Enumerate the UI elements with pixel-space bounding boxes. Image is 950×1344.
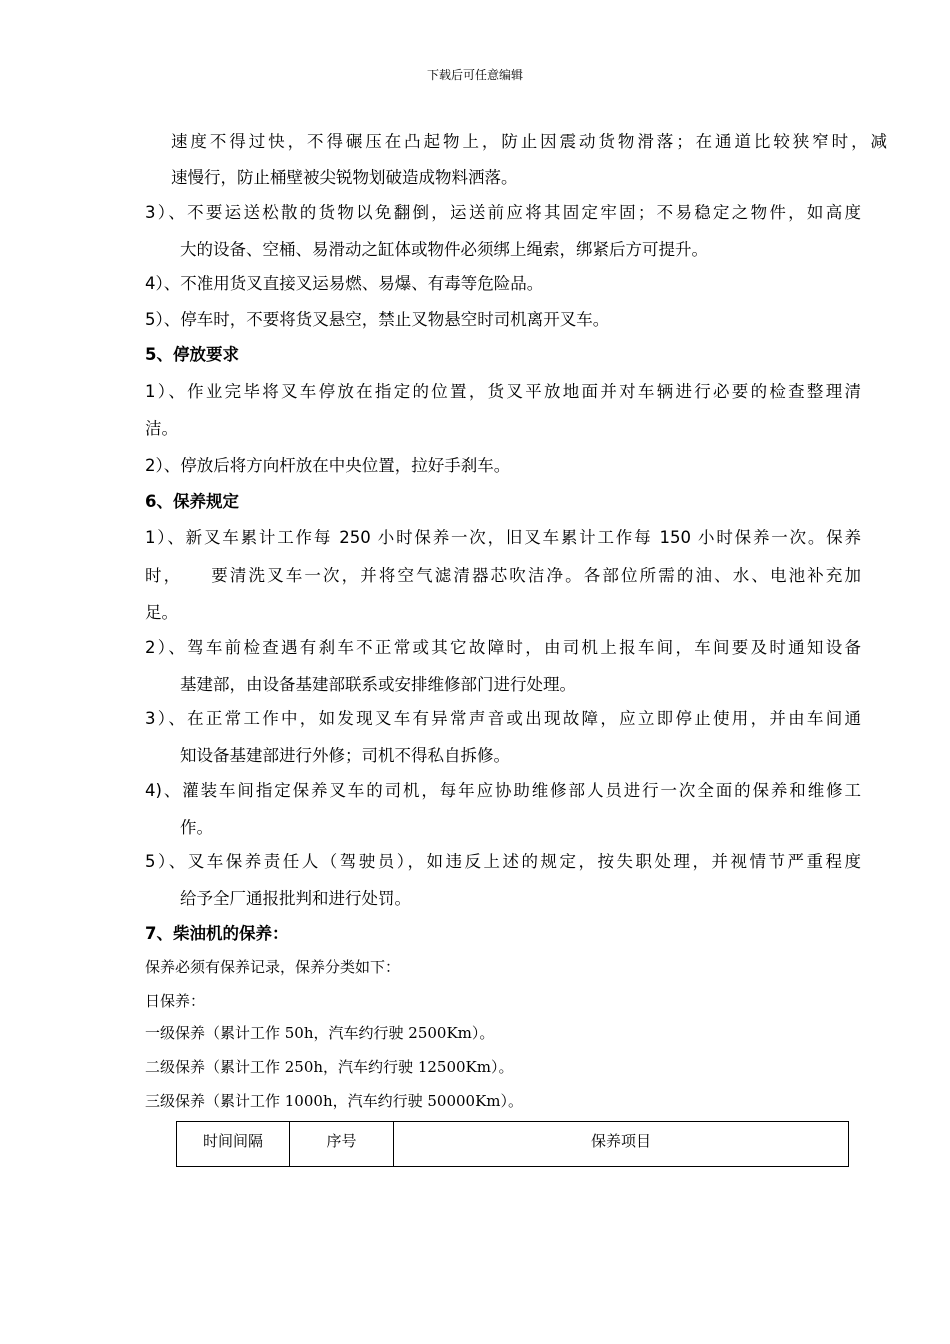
list-item: 3）、在正常工作中，如发现叉车有异常声音或出现故障，应立即停止使用，并由车间通 [145,709,861,728]
maintenance-table [176,1121,849,1167]
paragraph-line: 速度不得过快，不得碾压在凸起物上，防止因震动货物滑落；在通道比较狭窄时，减 [171,132,887,151]
paragraph-line: 日保养： [145,992,206,1010]
paragraph-line: 一级保养（累计工作 50h，汽车约行驶 2500Km）。 [145,1024,495,1042]
paragraph-line: 作。 [180,818,213,837]
list-item: 1）、作业完毕将叉车停放在指定的位置，货叉平放地面并对车辆进行必要的检查整理清 [145,382,861,401]
page-header: 下载后可任意编辑 [426,68,523,82]
table-header-cell: 时间间隔 [177,1122,290,1167]
paragraph-line: 三级保养（累计工作 1000h，汽车约行驶 50000Km）。 [145,1092,524,1110]
paragraph-line: 时， 要清洗叉车一次，并将空气滤清器芯吹洁净。各部位所需的油、水、电池补充加 [145,566,861,585]
list-item: 3）、不要运送松散的货物以免翻倒，运送前应将其固定牢固；不易稳定之物件，如高度 [145,203,861,222]
paragraph-line: 知设备基建部进行外修；司机不得私自拆修。 [180,746,510,765]
paragraph-line: 速慢行，防止桶壁被尖锐物划破造成物料洒落。 [171,168,518,187]
list-item: 2）、驾车前检查遇有刹车不正常或其它故障时，由司机上报车间，车间要及时通知设备 [145,638,861,657]
paragraph-line: 洁。 [145,419,178,438]
paragraph-line: 保养必须有保养记录，保养分类如下： [145,958,401,976]
paragraph-line: 基建部，由设备基建部联系或安排维修部门进行处理。 [180,675,576,694]
paragraph-line: 大的设备、空桶、易滑动之缸体或物件必须绑上绳索，绑紧后方可提升。 [180,240,708,259]
list-item: 5）、叉车保养责任人（驾驶员），如违反上述的规定，按失职处理，并视情节严重程度 [145,852,861,871]
section-heading: 5、停放要求 [145,345,239,364]
list-item: 5）、停车时，不要将货叉悬空，禁止叉物悬空时司机离开叉车。 [145,310,610,329]
section-heading: 7、柴油机的保养： [145,924,289,943]
paragraph-line: 足。 [145,603,178,622]
list-item: 1）、新叉车累计工作每 250 小时保养一次，旧叉车累计工作每 150 小时保养一次。保养 [145,528,861,547]
list-item: 4）、不准用货叉直接叉运易燃、易爆、有毒等危险品。 [145,274,544,293]
table-header-row [177,1122,849,1167]
list-item: 2）、停放后将方向杆放在中央位置，拉好手刹车。 [145,456,511,475]
paragraph-line: 二级保养（累计工作 250h，汽车约行驶 12500Km）。 [145,1058,514,1076]
table-header-cell: 保养项目 [394,1122,849,1167]
list-item: 4)、灌装车间指定保养叉车的司机，每年应协助维修部人员进行一次全面的保养和维修工 [145,781,861,800]
table-header-cell: 序号 [290,1122,394,1167]
section-heading: 6、保养规定 [145,492,239,511]
paragraph-line: 给予全厂通报批判和进行处罚。 [180,889,411,908]
